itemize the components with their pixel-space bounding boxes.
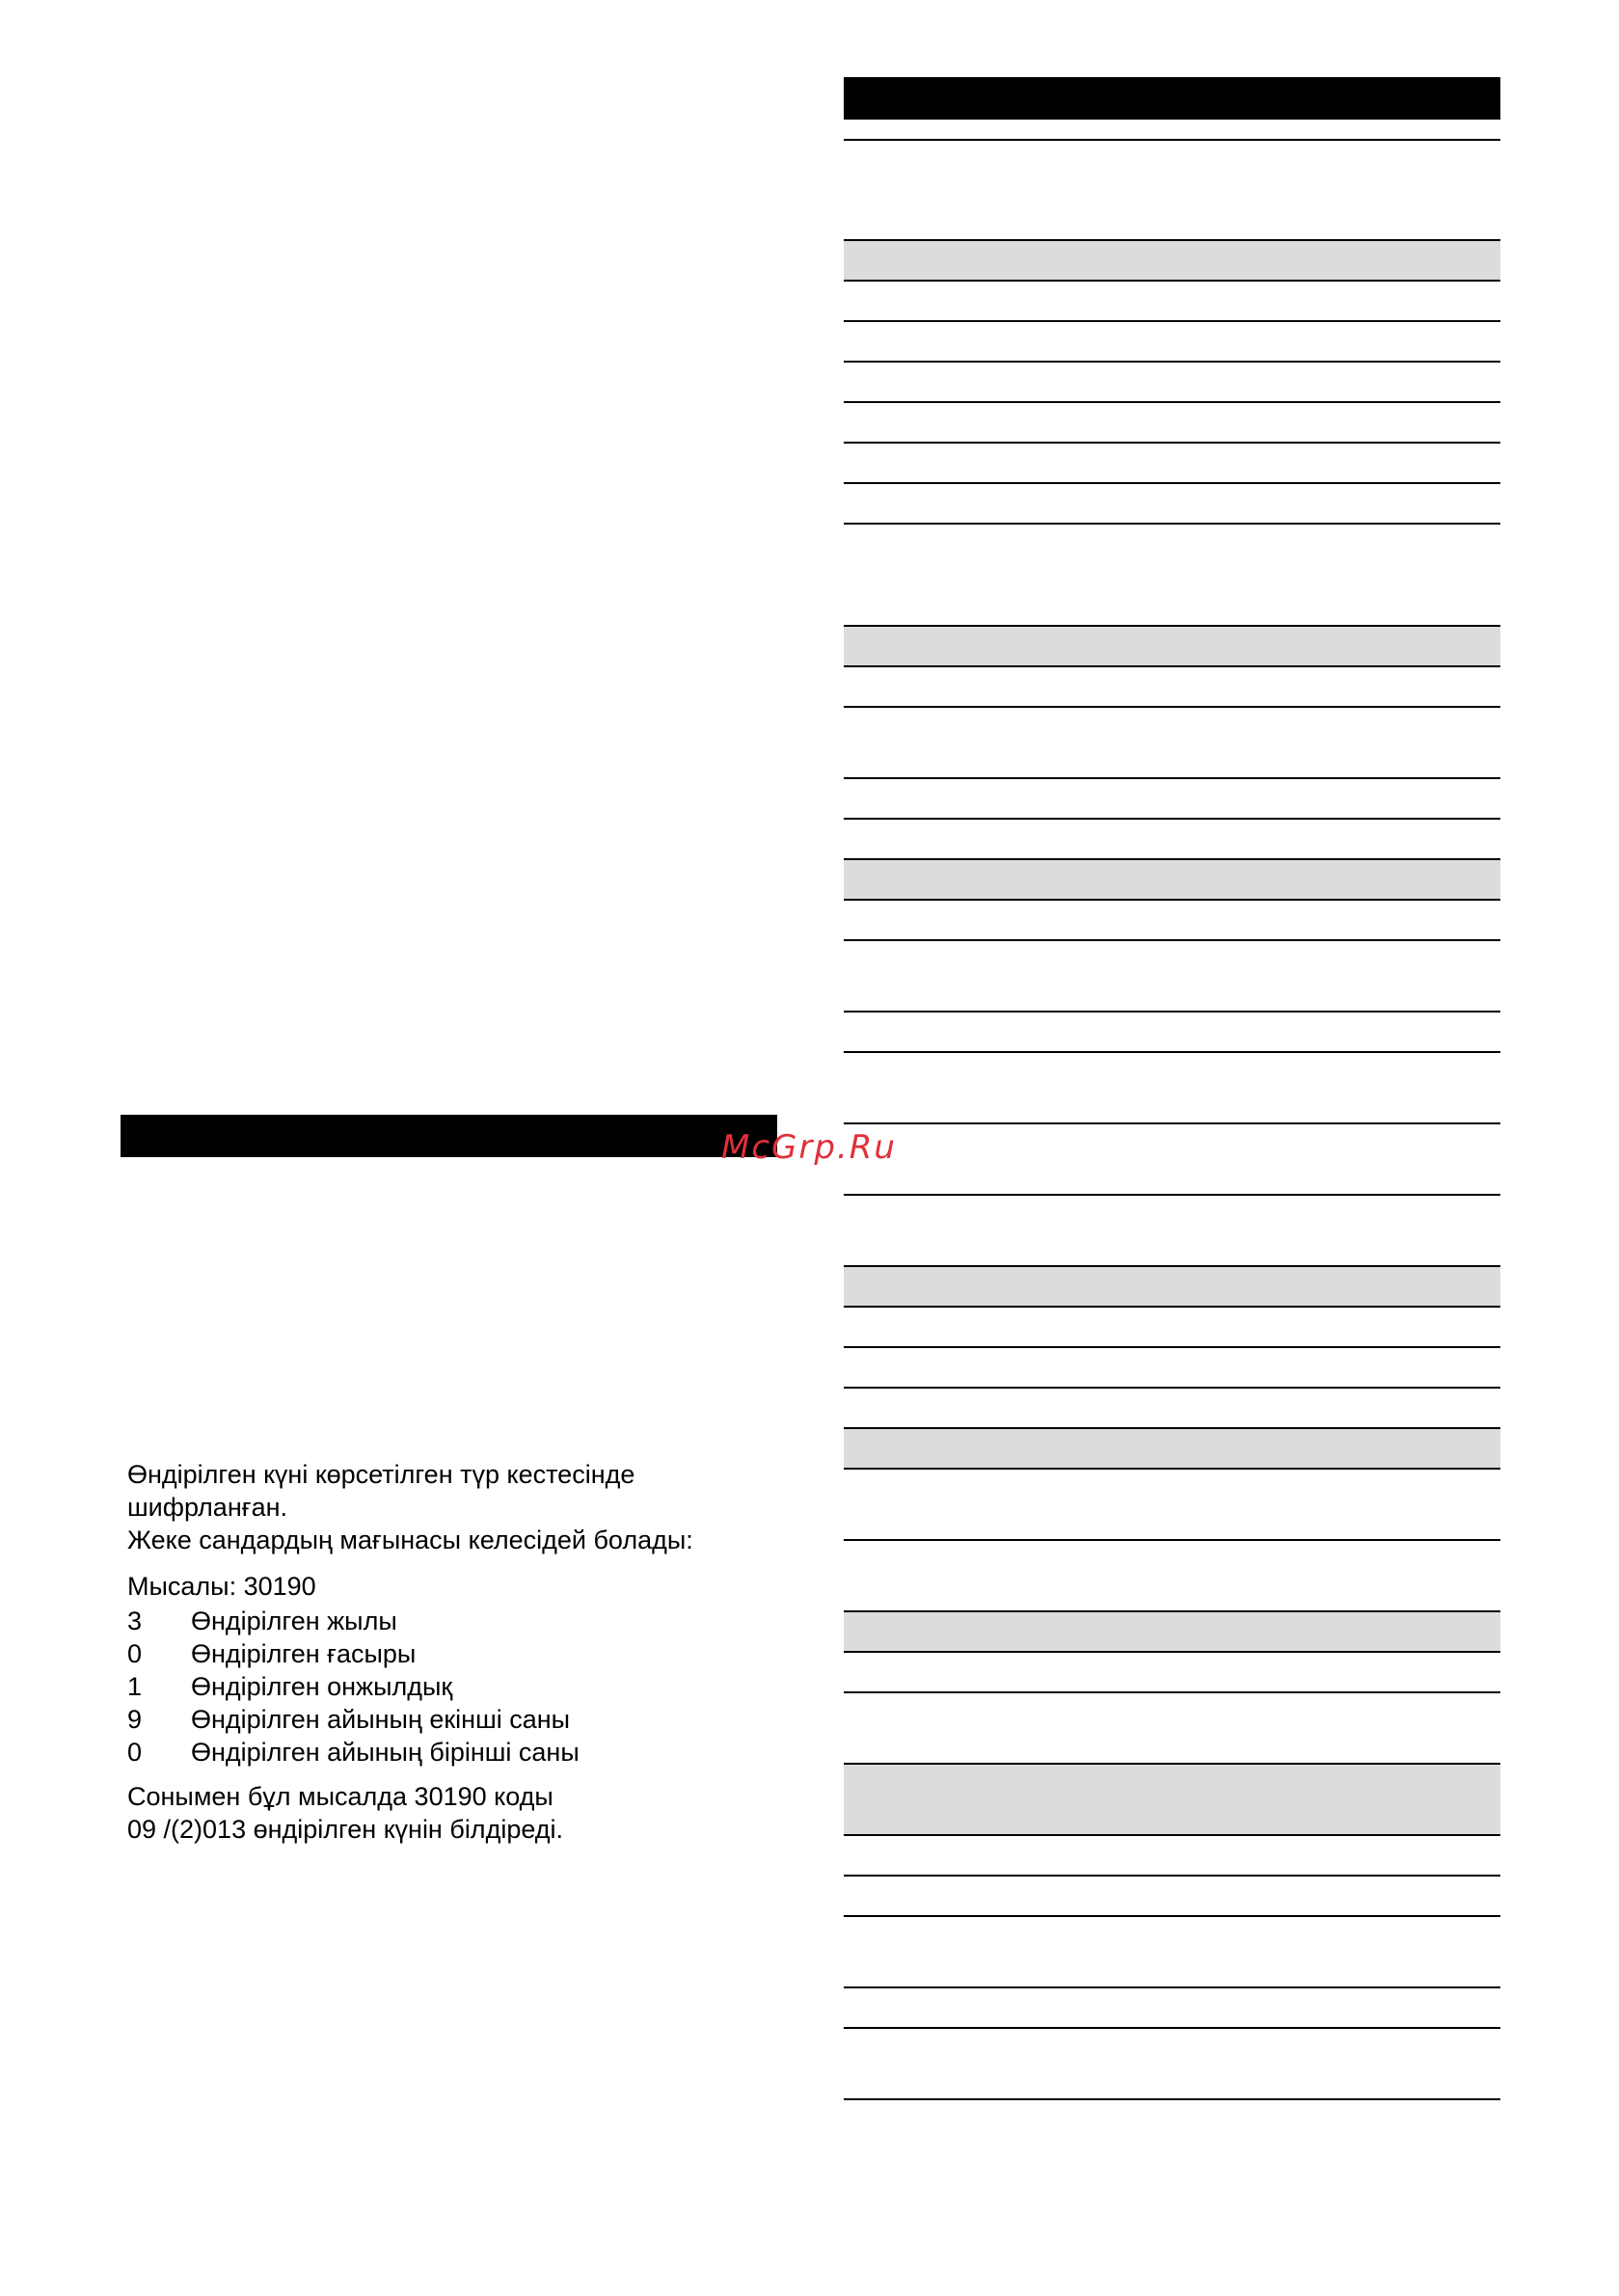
example-meaning: Өндірілген айының бірінші саны bbox=[191, 1738, 580, 1767]
conclusion-line-1: Сонымен бұл мысалда 30190 коды bbox=[127, 1782, 553, 1811]
intro-line-3: Жеке сандардың мағынасы келесідей болады: bbox=[127, 1526, 693, 1554]
date-code-intro bbox=[127, 1458, 783, 1556]
table-section-row bbox=[844, 1429, 1500, 1470]
table-row bbox=[844, 901, 1500, 941]
date-code-example bbox=[127, 1570, 580, 1769]
table-row bbox=[844, 667, 1500, 708]
table-row bbox=[844, 282, 1500, 322]
example-meaning: Өндірілген онжылдық bbox=[191, 1672, 453, 1701]
table-row bbox=[844, 1877, 1500, 1917]
example-digit: 0 bbox=[127, 1639, 143, 1668]
table-row bbox=[844, 941, 1500, 1013]
example-row bbox=[127, 1736, 580, 1769]
table-row bbox=[844, 139, 1500, 241]
table-row bbox=[844, 1988, 1500, 2029]
table-row bbox=[844, 1308, 1500, 1348]
table-row bbox=[844, 779, 1500, 820]
table-row bbox=[844, 820, 1500, 860]
table-section-row bbox=[844, 241, 1500, 282]
example-meaning: Өндірілген ғасыры bbox=[191, 1639, 417, 1668]
table-row bbox=[844, 444, 1500, 484]
example-meaning: Өндірілген айының екінші саны bbox=[191, 1705, 571, 1734]
table-row bbox=[844, 525, 1500, 627]
table-section-row bbox=[844, 1267, 1500, 1308]
table-row bbox=[844, 403, 1500, 444]
table-row bbox=[844, 484, 1500, 525]
table-row bbox=[844, 708, 1500, 779]
example-digit: 9 bbox=[127, 1705, 143, 1734]
table-row bbox=[844, 1470, 1500, 1541]
section-header-bar-technical-data bbox=[844, 77, 1500, 120]
example-digit: 0 bbox=[127, 1738, 143, 1767]
table-row bbox=[844, 1693, 1500, 1765]
table-section-row bbox=[844, 627, 1500, 667]
example-row bbox=[127, 1637, 580, 1670]
technical-data-table bbox=[844, 139, 1500, 2100]
example-row bbox=[127, 1670, 580, 1703]
table-row bbox=[844, 2029, 1500, 2100]
section-header-bar-production-date bbox=[121, 1115, 777, 1157]
table-section-row bbox=[844, 1612, 1500, 1653]
example-digit: 3 bbox=[127, 1607, 143, 1635]
table-row bbox=[844, 1124, 1500, 1196]
example-digit: 1 bbox=[127, 1672, 143, 1701]
table-section-row bbox=[844, 860, 1500, 901]
table-row bbox=[844, 1917, 1500, 1988]
table-row bbox=[844, 322, 1500, 363]
table-row bbox=[844, 1348, 1500, 1389]
table-row bbox=[844, 1836, 1500, 1877]
date-code-conclusion bbox=[127, 1780, 783, 1846]
example-title: Мысалы: 30190 bbox=[127, 1572, 316, 1601]
example-row bbox=[127, 1605, 580, 1637]
example-meaning: Өндірілген жылы bbox=[191, 1607, 397, 1635]
conclusion-line-2: 09 /(2)013 өндірілген күнін білдіреді. bbox=[127, 1815, 564, 1844]
example-row bbox=[127, 1703, 580, 1736]
intro-line-1: Өндірілген күні көрсетілген түр кестесінде bbox=[127, 1460, 635, 1489]
table-row bbox=[844, 1196, 1500, 1267]
table-row bbox=[844, 1653, 1500, 1693]
table-row bbox=[844, 1389, 1500, 1429]
table-row bbox=[844, 1053, 1500, 1124]
table-row bbox=[844, 1013, 1500, 1053]
table-section-row bbox=[844, 1765, 1500, 1836]
intro-line-2: шифрланған. bbox=[127, 1493, 288, 1522]
table-row bbox=[844, 1541, 1500, 1612]
watermark: McGrp.Ru bbox=[721, 1128, 897, 1167]
table-row bbox=[844, 363, 1500, 403]
